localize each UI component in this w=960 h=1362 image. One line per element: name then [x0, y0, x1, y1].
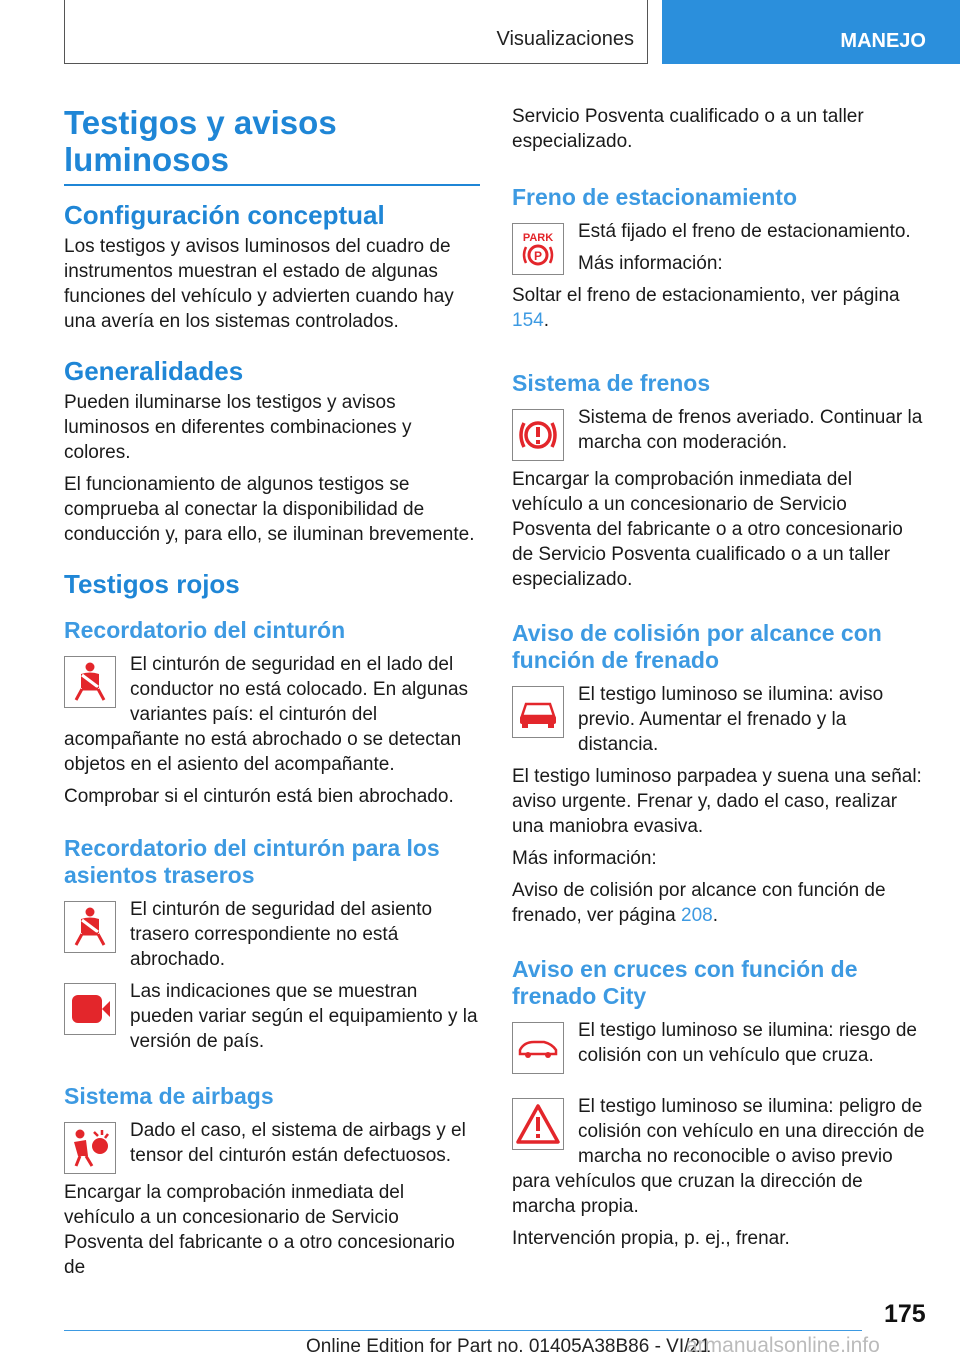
- heading-collision-warning: Aviso de colisión por alcance con función de frenado: [512, 620, 882, 673]
- page-number: 175: [884, 1300, 926, 1328]
- parking-text-1: Está fijado el freno de estacionamiento.: [578, 221, 911, 242]
- svg-text:P: P: [533, 249, 543, 263]
- warning-triangle-icon: [512, 1098, 564, 1150]
- heading-belt-reminder: Recordatorio del cinturón: [64, 617, 346, 643]
- general-text-1: Pueden iluminarse los testigos y avisos luminosos en diferentes combinaciones y colores.: [64, 392, 412, 463]
- heading-city-braking: Aviso en cruces con función de frenado City: [512, 956, 858, 1009]
- rear-belt-text-2: Las indicaciones que se muestran pueden variar según el equipamiento y la versión de país.: [130, 981, 478, 1052]
- airbag-icon: [64, 1122, 116, 1174]
- svg-text:PARK: PARK: [522, 232, 554, 244]
- right-column: [512, 104, 928, 1258]
- page-link-208[interactable]: 208: [681, 905, 713, 926]
- continued-text: Servicio Posventa cualificado o a un taller especializado.: [512, 106, 864, 152]
- left-column: [64, 104, 480, 1287]
- crossing-car-icon: [512, 1022, 564, 1074]
- belt-text-2: Comprobar si el cinturón está bien abrochado.: [64, 786, 454, 807]
- heading-brake-system: Sistema de frenos: [512, 370, 711, 396]
- parking-brake-icon: [512, 223, 564, 275]
- concept-text: Los testigos y avisos luminosos del cuadro de instrumentos muestran el estado de algunas funciones del vehículo y advierten cuando hay una avería en los sistemas controlados.: [64, 236, 454, 332]
- parking-ref-text: Soltar el freno de estacionamiento, ver página: [512, 285, 900, 306]
- belt-text-1: El cinturón de seguridad en el lado del conductor no está colocado. En algunas variantes país: el cinturón del acompañante no está abrochado o se detectan objetos en el asiento del acompañante.: [64, 654, 469, 775]
- airbag-text-1: Dado el caso, el sistema de airbags y el tensor del cinturón están defectuosos.: [130, 1120, 466, 1166]
- heading-red-lights: Testigos rojos: [64, 569, 240, 599]
- heading-rear-belt: Recordatorio del cinturón para los asientos traseros: [64, 835, 440, 888]
- seatbelt-icon: [64, 656, 116, 708]
- parking-text-3: [512, 283, 928, 333]
- footer-edition: Online Edition for Part no. 01405A38B86 - VI/21: [306, 1336, 711, 1357]
- brake-warning-icon: [512, 409, 564, 461]
- rear-belt-text-1: El cinturón de seguridad del asiento trasero correspondiente no está abrochado.: [130, 899, 433, 970]
- collision-text-3: Más información:: [512, 848, 657, 869]
- header-section-title: Visualizaciones: [496, 28, 634, 50]
- rear-seats-icon: [64, 983, 116, 1035]
- city-text-3: Intervención propia, p. ej., frenar.: [512, 1228, 790, 1249]
- city-text-1: El testigo luminoso se ilumina: riesgo de colisión con un vehículo que cruza.: [578, 1020, 918, 1066]
- header-chapter-tab[interactable]: MANEJO: [662, 0, 960, 64]
- title-divider: [64, 184, 480, 186]
- page-title: Testigos y avisos luminosos: [64, 104, 337, 178]
- heading-parking-brake: Freno de estacionamiento: [512, 184, 798, 210]
- collision-ref-end: .: [712, 905, 718, 926]
- heading-concept: Configuración conceptual: [64, 200, 385, 230]
- brake-text-1: Sistema de frenos averiado. Continuar la marcha con moderación.: [578, 407, 923, 453]
- footer-divider: [64, 1330, 862, 1331]
- city-text-2: El testigo luminoso se ilumina: peligro de colisión con vehículo en una dirección de marcha no reconocible o aviso previo para vehículos que cruzan la dirección de marcha propia.: [512, 1096, 925, 1217]
- brake-text-2: Encargar la comprobación inmediata del vehículo a un concesionario de Servicio Posventa del fabricante o a otro concesionario de Servicio Posventa cualificado o a un taller especializado.: [512, 469, 903, 590]
- watermark: armanualsonline.info: [686, 1334, 880, 1357]
- collision-text-2: El testigo luminoso parpadea y suena una señal: aviso urgente. Frenar y, dado el caso, realizar una maniobra evasiva.: [512, 766, 922, 837]
- heading-general: Generalidades: [64, 356, 244, 386]
- collision-ref-text: Aviso de colisión por alcance con función de frenado, ver página: [512, 880, 886, 926]
- rear-seatbelt-icon: [64, 901, 116, 953]
- page-link-154[interactable]: 154: [512, 310, 544, 331]
- general-text-2: El funcionamiento de algunos testigos se comprueba al conectar la disponibilidad de conducción y, para ello, se iluminan brevemente.: [64, 474, 475, 545]
- collision-car-icon: [512, 686, 564, 738]
- airbag-text-2: Encargar la comprobación inmediata del vehículo a un concesionario de Servicio Posventa del fabricante o a otro concesionario de: [64, 1182, 455, 1278]
- heading-airbag: Sistema de airbags: [64, 1083, 274, 1109]
- collision-text-1: El testigo luminoso se ilumina: aviso previo. Aumentar el frenado y la distancia.: [578, 684, 884, 755]
- parking-text-2: Más información:: [578, 253, 723, 274]
- collision-text-4: [512, 878, 928, 928]
- parking-ref-end: .: [543, 310, 549, 331]
